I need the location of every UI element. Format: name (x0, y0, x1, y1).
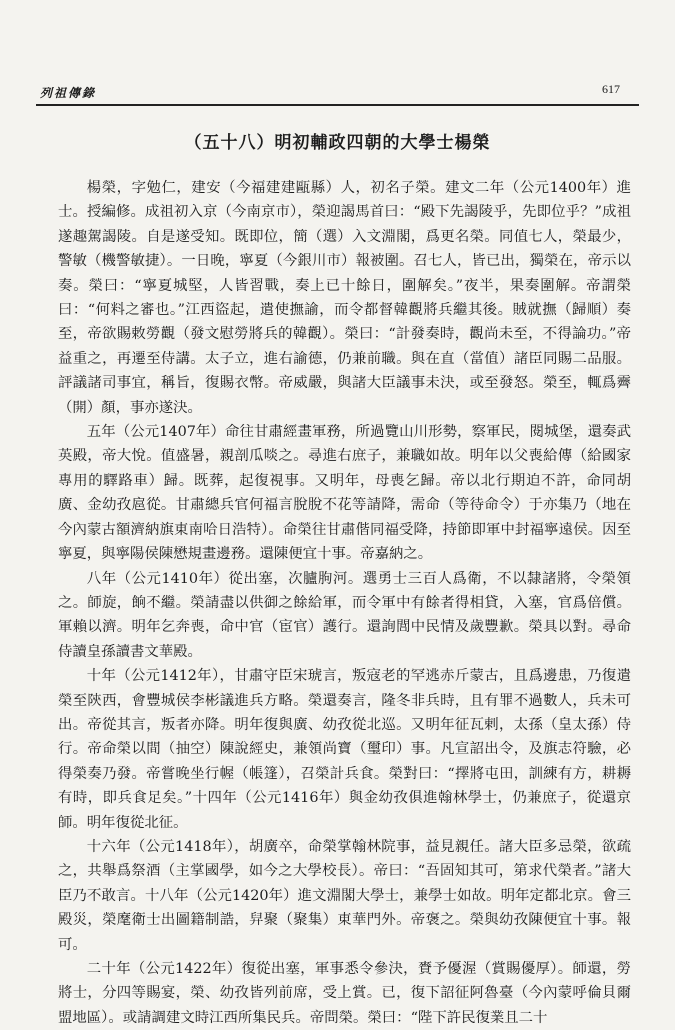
paragraph: 楊榮，字勉仁，建安（今福建建甌縣）人，初名子榮。建文二年（公元1400年）進士。授編修。成祖初入京（今南京市），榮迎謁馬首曰：“殿下先謁陵乎，先即位乎？”成祖遂趣駕謁陵。自是遂受知。既即位，簡（選）入文淵閣，爲更名榮。同值七人，榮最少，警敏（機警敏捷）。一日晚，寧夏（今銀川市）報被圍。召七人，皆已出，獨榮在，帝示以奏。榮曰：“寧夏城堅，人皆習戰，奏上已十餘日，圍解矣。”夜半，果奏圍解。帝謂榮曰：“何料之審也。”江西盜起，遣使撫諭，而令都督韓觀將兵繼其後。賊就撫（歸順）奏至，帝欲賜敕勞觀（發文慰勞將兵的韓觀）。榮曰：“計發奏時，觀尚未至，不得論功。”帝益重之，再遷至侍講。太子立，進右諭德，仍兼前職。與在直（當值）諸臣同賜二品服。評議諸司事宜，稱旨，復賜衣幣。帝威嚴，與諸大臣議事未決，或至發怒。榮至，輒爲霽（開）顏，事亦遂決。 (58, 180, 631, 416)
paragraph: 十年（公元1412年），甘肅守臣宋琥言，叛寇老的罕逃赤斤蒙古，且爲邊患，乃復遣榮至陝西，會豐城侯李彬議進兵方略。榮還奏言，隆冬非兵時，且有罪不過數人，兵未可出。帝從其言，叛者亦降。明年復與廣、幼孜從北巡。又明年征瓦剌，太孫（皇太孫）侍行。帝命榮以間（抽空）陳說經史，兼領尚寶（璽印）事。凡宣詔出令，及旗志符驗，必得榮奏乃發。帝嘗晚坐行幄（帳篷），召榮計兵食。榮對曰：“擇將屯田，訓練有方，耕耨有時，即兵食足矣。”十四年（公元1416年）與金幼孜俱進翰林學士，仍兼庶子，從還京師。明年復從北征。 (58, 668, 631, 831)
page-number: 617 (602, 82, 620, 96)
header-rule (36, 104, 639, 106)
paragraph: 二十年（公元1422年）復從出塞，軍事悉令參決，賚予優渥（賞賜優厚）。師還，勞將士，分四等賜宴，榮、幼孜皆列前席，受上賞。已，復下詔征阿魯臺（今內蒙呼倫貝爾盟地區）。或請調建文時江西所集民兵。帝問榮。榮曰：“陛下許民復業且二十 (58, 961, 631, 1026)
paragraph: 八年（公元1410年）從出塞，次臚朐河。選勇士三百人爲衛，不以隸諸將，令榮領之。師旋，餉不繼。榮請盡以供御之餘給軍，而令軍中有餘者得相貸，入塞，官爲倍償。軍賴以濟。明年乞奔喪，命中官（宦官）護行。還詢閭中民情及歲豐歉。榮具以對。尋命侍讀皇孫讀書文華殿。 (58, 570, 631, 660)
paragraph: 五年（公元1407年）命往甘肅經畫軍務，所過覽山川形勢，察軍民，閱城堡，還奏武英殿，帝大悅。值盛暑，親剖瓜啖之。尋進右庶子，兼職如故。明年以父喪給傳（給國家專用的驛路車）歸。既葬，起復視事。又明年，母喪乞歸。帝以北行期迫不許，命同胡廣、金幼孜扈從。甘肅總兵官何福言脫脫不花等請降，需命（等待命令）于亦集乃（地在今內蒙古額濟納旗東南哈日浩特）。命榮往甘肅偕同福受降，持節即軍中封福寧遠侯。因至寧夏，與寧陽侯陳懋規畫邊務。還陳便宜十事。帝嘉納之。 (58, 424, 631, 563)
running-title: 列祖傳錄 (40, 86, 97, 100)
chapter-title: （五十八）明初輔政四朝的大學士楊榮 (184, 133, 491, 153)
body-text (58, 176, 631, 1030)
paragraph: 十六年（公元1418年），胡廣卒，命榮掌翰林院事，益見親任。諸大臣多忌榮，欲疏之，共舉爲祭酒（主掌國學，如今之大學校長）。帝曰：“吾固知其可，第求代榮者。”諸大臣乃不敢言。十八年（公元1420年）進文淵閣大學士，兼學士如故。明年定都北京。會三殿災，榮麾衛士出圖籍制誥，舁聚（聚集）東華門外。帝褒之。榮與幼孜陳便宜十事。報可。 (58, 838, 631, 953)
